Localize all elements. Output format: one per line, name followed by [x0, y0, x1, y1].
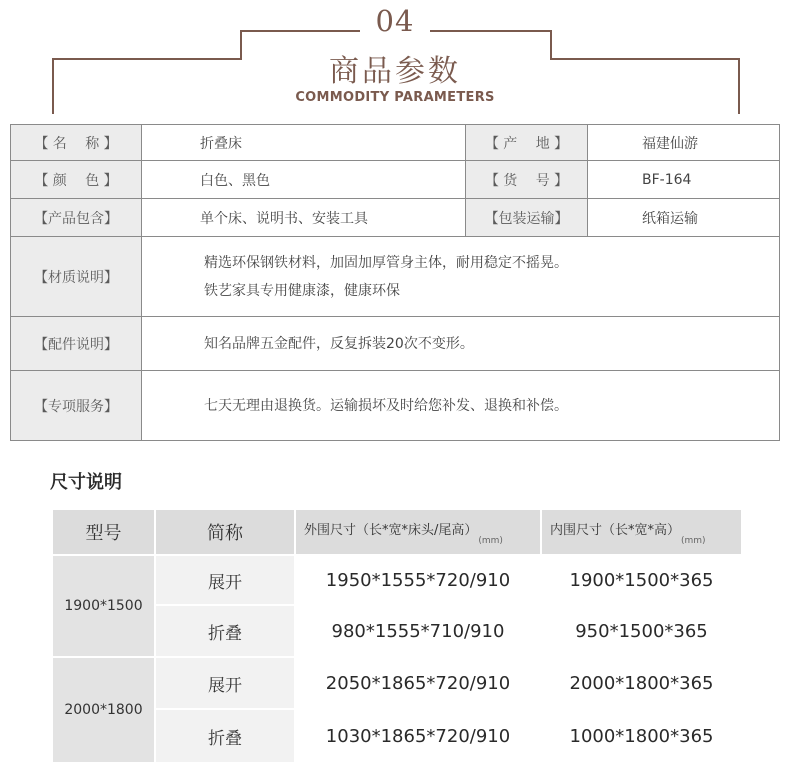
size-model-cell: 1900*1500 — [52, 555, 155, 657]
size-row — [52, 709, 742, 763]
size-header-inner — [541, 509, 742, 555]
size-short-cell: 折叠 — [155, 605, 295, 657]
size-section-title: 尺寸说明 — [50, 472, 122, 493]
param-label-parts: 【配件说明】 — [11, 317, 142, 371]
params-row — [11, 161, 780, 199]
size-short-cell: 折叠 — [155, 709, 295, 763]
param-value-item-no: BF-164 — [588, 161, 780, 199]
material-line-1: 精选环保钢铁材料，加固加厚管身主体，耐用稳定不摇晃。 — [204, 254, 568, 271]
size-inner-cell: 950*1500*365 — [541, 605, 742, 657]
size-header-short: 简称 — [155, 509, 295, 555]
param-value-origin: 福建仙游 — [588, 125, 780, 161]
size-short-cell: 展开 — [155, 555, 295, 605]
size-header-outer — [295, 509, 541, 555]
param-label-item-no: 【 货 号 】 — [466, 161, 588, 199]
section-title: 商品参数 — [329, 54, 461, 89]
param-value-parts: 知名品牌五金配件，反复拆装20次不变形。 — [142, 317, 780, 371]
params-row — [11, 125, 780, 161]
param-value-name: 折叠床 — [142, 125, 466, 161]
param-value-material — [142, 237, 780, 317]
material-line-2: 铁艺家具专用健康漆，健康环保 — [204, 282, 400, 299]
size-outer-cell: 2050*1865*720/910 — [295, 657, 541, 709]
size-header-outer-label: 外围尺寸（长*宽*床头/尾高） — [304, 522, 478, 538]
size-outer-cell: 980*1555*710/910 — [295, 605, 541, 657]
size-header-row — [52, 509, 742, 555]
section-header — [0, 0, 790, 120]
size-row — [52, 605, 742, 657]
size-outer-cell: 1030*1865*720/910 — [295, 709, 541, 763]
size-inner-cell: 2000*1800*365 — [541, 657, 742, 709]
params-table — [10, 124, 780, 441]
section-subtitle: COMMODITY PARAMETERS — [295, 90, 495, 105]
params-row — [11, 199, 780, 237]
size-header-inner-unit: (mm) — [681, 535, 706, 546]
param-label-contents: 【产品包含】 — [11, 199, 142, 237]
param-value-contents: 单个床、说明书、安装工具 — [142, 199, 466, 237]
param-label-name: 【 名 称 】 — [11, 125, 142, 161]
size-inner-cell: 1000*1800*365 — [541, 709, 742, 763]
params-row — [11, 371, 780, 441]
param-label-material: 【材质说明】 — [11, 237, 142, 317]
size-header-outer-unit: (mm) — [478, 535, 503, 546]
param-label-service: 【专项服务】 — [11, 371, 142, 441]
section-number: 04 — [375, 4, 415, 38]
size-model-cell: 2000*1800 — [52, 657, 155, 763]
param-label-color: 【 颜 色 】 — [11, 161, 142, 199]
size-row — [52, 555, 742, 605]
param-value-service: 七天无理由退换货。运输损坏及时给您补发、退换和补偿。 — [142, 371, 780, 441]
size-table — [51, 508, 743, 764]
size-header-inner-label: 内围尺寸（长*宽*高） — [550, 522, 681, 538]
params-row — [11, 317, 780, 371]
param-label-origin: 【 产 地 】 — [466, 125, 588, 161]
param-value-shipping: 纸箱运输 — [588, 199, 780, 237]
size-outer-cell: 1950*1555*720/910 — [295, 555, 541, 605]
size-row — [52, 657, 742, 709]
size-inner-cell: 1900*1500*365 — [541, 555, 742, 605]
param-value-color: 白色、黑色 — [142, 161, 466, 199]
size-header-model: 型号 — [52, 509, 155, 555]
size-short-cell: 展开 — [155, 657, 295, 709]
params-row — [11, 237, 780, 317]
param-label-shipping: 【包装运输】 — [466, 199, 588, 237]
